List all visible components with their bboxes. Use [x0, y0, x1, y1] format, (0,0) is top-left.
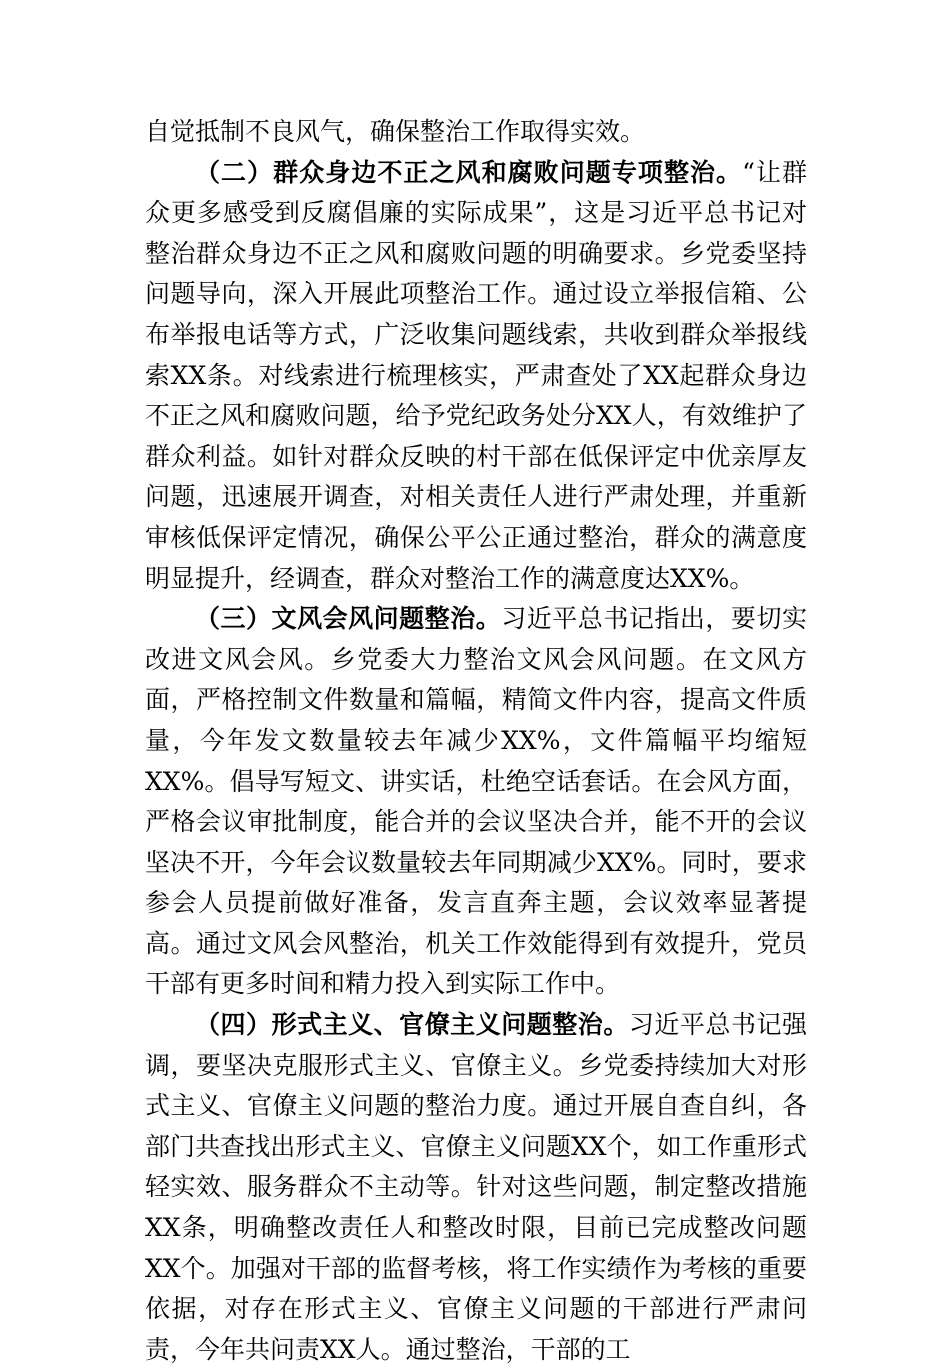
paragraph-section-3	[145, 599, 807, 1005]
section-heading: （二）群众身边不正之风和腐败问题专项整治。	[195, 157, 743, 187]
paragraph-section-2	[145, 153, 807, 600]
paragraph-section-4	[145, 1005, 807, 1370]
section-heading: （四）形式主义、官僚主义问题整治。	[195, 1010, 629, 1040]
paragraph-body: 习近平总书记指出，要切实改进文风会风。乡党委大力整治文风会风问题。在文风方面，严格控制文件数量和篇幅，精简文件内容，提高文件质量，今年发文数量较去年减少XX%，文件篇幅平均缩短XX%。倡导写短文、讲实话，杜绝空话套话。在会风方面，严格会议审批制度，能合并的会议坚决合并，能不开的会议坚决不开，今年会议数量较去年同期减少XX%。同时，要求参会人员提前做好准备，发言直奔主题，会议效率显著提高。通过文风会风整治，机关工作效能得到有效提升，党员干部有更多时间和精力投入到实际工作中。	[145, 604, 807, 999]
paragraph-body: 习近平总书记强调，要坚决克服形式主义、官僚主义。乡党委持续加大对形式主义、官僚主义问题的整治力度。通过开展自查自纠，各部门共查找出形式主义、官僚主义问题XX个，如工作重形式轻实效、服务群众不主动等。针对这些问题，制定整改措施XX条，明确整改责任人和整改时限，目前已完成整改问题XX个。加强对干部的监督考核，将工作实绩作为考核的重要依据，对存在形式主义、官僚主义问题的干部进行严肃问责，今年共问责XX人。通过整治，干部的工	[145, 1010, 807, 1364]
paragraph-continued	[145, 112, 807, 153]
paragraph-body: 自觉抵制不良风气，确保整治工作取得实效。	[145, 117, 646, 146]
paragraph-body: “让群众更多感受到反腐倡廉的实际成果”，这是习近平总书记对整治群众身边不正之风和腐败问题的明确要求。乡党委坚持问题导向，深入开展此项整治工作。通过设立举报信箱、公布举报电话等方式，广泛收集问题线索，共收到群众举报线索XX条。对线索进行梳理核实，严肃查处了XX起群众身边不正之风和腐败问题，给予党纪政务处分XX人，有效维护了群众利益。如针对群众反映的村干部在低保评定中优亲厚友问题，迅速展开调查，对相关责任人进行严肃处理，并重新审核低保评定情况，确保公平公正通过整治，群众的满意度明显提升，经调查，群众对整治工作的满意度达XX%。	[145, 157, 807, 593]
section-heading: （三）文风会风问题整治。	[195, 604, 502, 634]
document-body	[145, 112, 807, 1370]
